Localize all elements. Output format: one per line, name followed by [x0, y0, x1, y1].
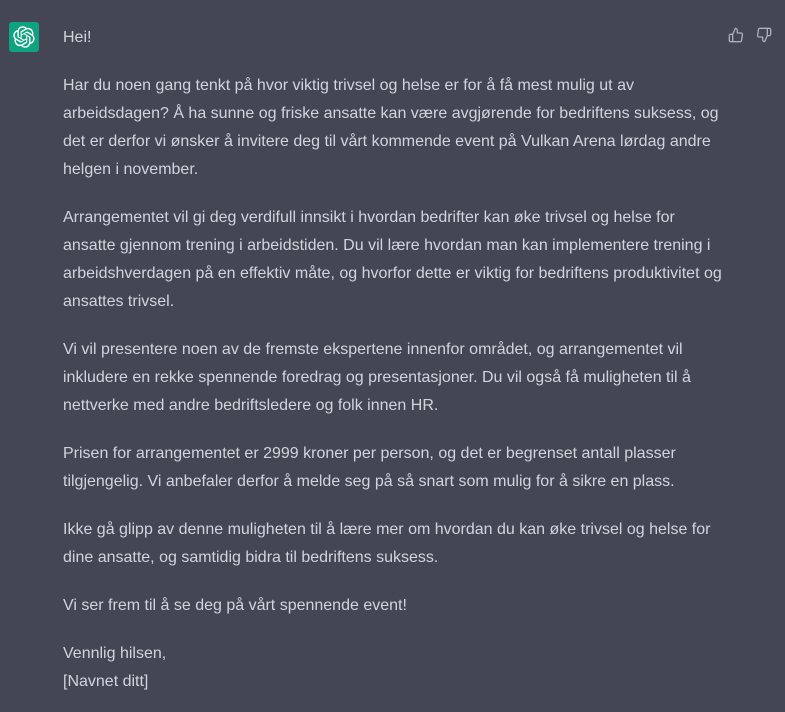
assistant-avatar: [9, 22, 39, 52]
message-greeting: Hei!: [63, 29, 92, 46]
signoff-name: [Navnet ditt]: [63, 673, 149, 690]
message-paragraph: Vi vil presentere noen av de fremste ekspertene innenfor området, og arrangementet vil inkludere en rekke spennende foredrag og presentasjoner. Du vil også få muligheten til å nettverke med andre bedriftsledere og folk innen HR.: [63, 341, 691, 414]
message-paragraph: Vi ser frem til å se deg på vårt spennende event!: [63, 597, 407, 614]
message-paragraph: Ikke gå glipp av denne muligheten til å lære mer om hvordan du kan øke trivsel og helse for dine ansatte, og samtidig bidra til bedriftens suksess.: [63, 521, 711, 566]
message-paragraph: Prisen for arrangementet er 2999 kroner per person, og det er begrenset antall plasser tilgjengelig. Vi anbefaler derfor å melde seg på så snart som mulig for å sikre en plass.: [63, 445, 676, 490]
signoff-line: Vennlig hilsen,: [63, 645, 167, 662]
thumbs-up-icon: [728, 27, 744, 43]
message-paragraph: Arrangementet vil gi deg verdifull innsikt i hvordan bedrifter kan øke trivsel og helse for ansatte gjennom trening i arbeidstiden. Du vil lære hvordan man kan implementere trening i arbeidshverdagen på en effektiv måte, og hvorfor dette er viktig for bedriftens produktivitet og ansattes trivsel.: [63, 209, 722, 310]
openai-logo-icon: [13, 26, 35, 48]
assistant-message: [63, 24, 723, 696]
feedback-buttons: [727, 26, 773, 44]
thumbs-down-button[interactable]: [755, 26, 773, 44]
message-paragraph: Har du noen gang tenkt på hvor viktig trivsel og helse er for å få mest mulig ut av arbeidsdagen? Å ha sunne og friske ansatte kan være avgjørende for bedriftens suksess, og det er derfor vi ønsker å invitere deg til vårt kommende event på Vulkan Arena lørdag andre helgen i november.: [63, 77, 719, 178]
message-signoff: [63, 640, 723, 696]
thumbs-up-button[interactable]: [727, 26, 745, 44]
thumbs-down-icon: [756, 27, 772, 43]
